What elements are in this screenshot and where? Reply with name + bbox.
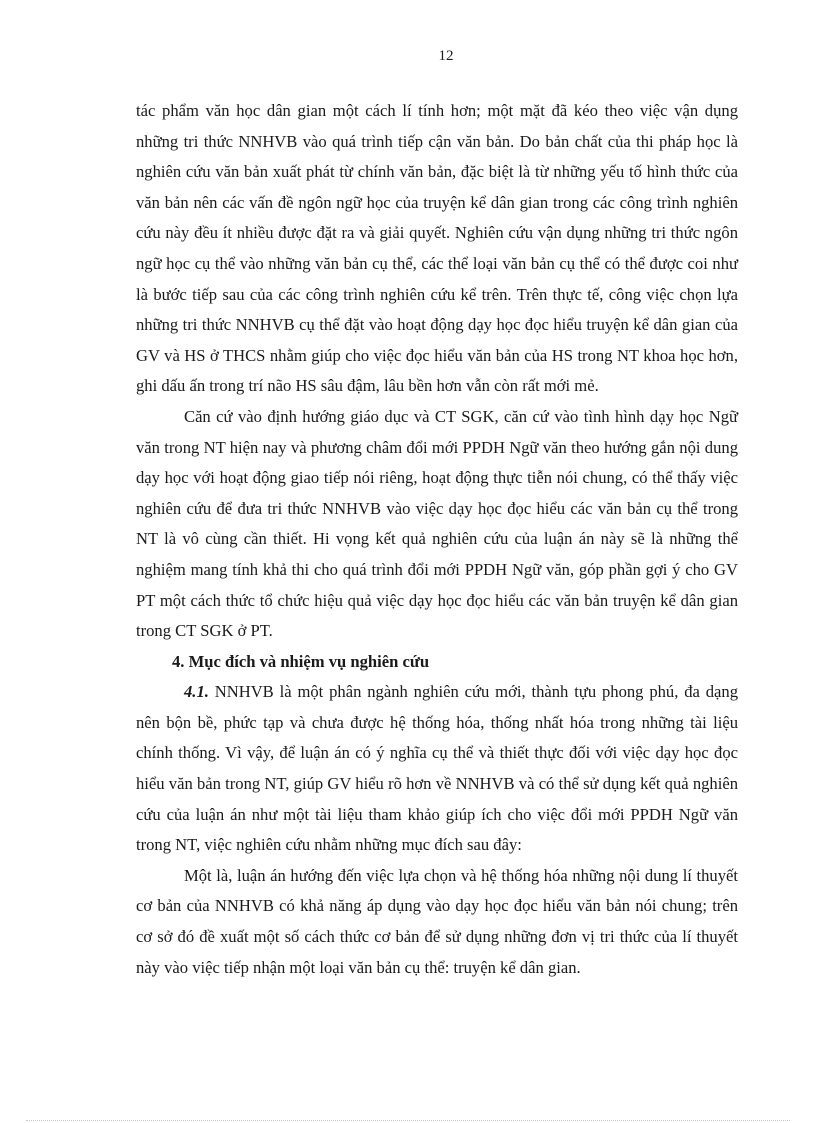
paragraph-rationale: Căn cứ vào định hướng giáo dục và CT SGK, căn cứ vào tình hình dạy học Ngữ văn trong NT hiện nay và phương châm đổi mới PPDH Ngữ văn theo hướng gắn nội dung dạy học với hoạt động giao tiếp nói riêng, hoạt động thực tiễn nói chung, có thể thấy việc nghiên cứu để đưa tri thức NNHVB vào việc dạy học đọc hiểu các văn bản cụ thể trong NT là vô cùng cần thiết. Hi vọng kết quả nghiên cứu của luận án này sẽ là những thể nghiệm mang tính khả thi cho quá trình đổi mới PPDH Ngữ văn, góp phần gợi ý cho GV PT một cách thức tổ chức hiệu quả việc dạy học đọc hiểu các văn bản truyện kể dân gian trong CT SGK ở PT.	[136, 406, 738, 641]
paragraph-continuation: tác phẩm văn học dân gian một cách lí tính hơn; một mặt đã kéo theo việc vận dụng những tri thức NNHVB vào quá trình tiếp cận văn bản. Do bản chất của thi pháp học là nghiên cứu văn bản xuất phát từ chính văn bản, đặc biệt là từ những yếu tố hình thức của văn bản nên các vấn đề ngôn ngữ học của truyện kể dân gian trong các công trình nghiên cứu này đều ít nhiều được đặt ra và giải quyết. Nghiên cứu vận dụng những tri thức ngôn ngữ học cụ thể vào những văn bản cụ thể, các thể loại văn bản cụ thể có thể được coi như là bước tiếp sau của các công trình nghiên cứu kể trên. Trên thực tế, công việc chọn lựa những tri thức NNHVB cụ thể đặt vào hoạt động dạy học đọc hiểu truyện kể dân gian của GV và HS ở THCS nhằm giúp cho việc đọc hiểu văn bản của HS trong NT khoa học hơn, ghi dấu ấn trong trí não HS sâu đậm, lâu bền hơn vẫn còn rất mới mẻ.	[136, 101, 738, 396]
paragraph-purpose-text: NNHVB là một phân ngành nghiên cứu mới, thành tựu phong phú, đa dạng nên bộn bề, phức tạp và chưa được hệ thống hóa, thống nhất hóa trong những tài liệu chính thống. Vì vậy, để luận án có ý nghĩa cụ thể và thiết thực đối với việc dạy học đọc hiểu văn bản trong NT, giúp GV hiểu rõ hơn về NNHVB và có thể sử dụng kết quả nghiên cứu của luận án như một tài liệu tham khảo giúp ích cho việc đổi mới PPDH Ngữ văn trong NT, việc nghiên cứu nhằm những mục đích sau đây:	[136, 682, 738, 855]
subsection-number: 4.1.	[184, 682, 209, 702]
page-bottom-rule	[26, 1120, 790, 1121]
paragraph-first-goal: Một là, luận án hướng đến việc lựa chọn và hệ thống hóa những nội dung lí thuyết cơ bản của NNHVB có khả năng áp dụng vào dạy học đọc hiểu văn bản nói chung; trên cơ sở đó đề xuất một số cách thức cơ bản để sử dụng những đơn vị tri thức của lí thuyết này vào việc tiếp nhận một loại văn bản cụ thể: truyện kể dân gian.	[136, 865, 738, 977]
page-number: 12	[438, 48, 454, 64]
paragraph-purpose	[136, 677, 738, 861]
section-heading: 4. Mục đích và nhiệm vụ nghiên cứu	[172, 651, 430, 671]
document-body	[136, 96, 738, 983]
